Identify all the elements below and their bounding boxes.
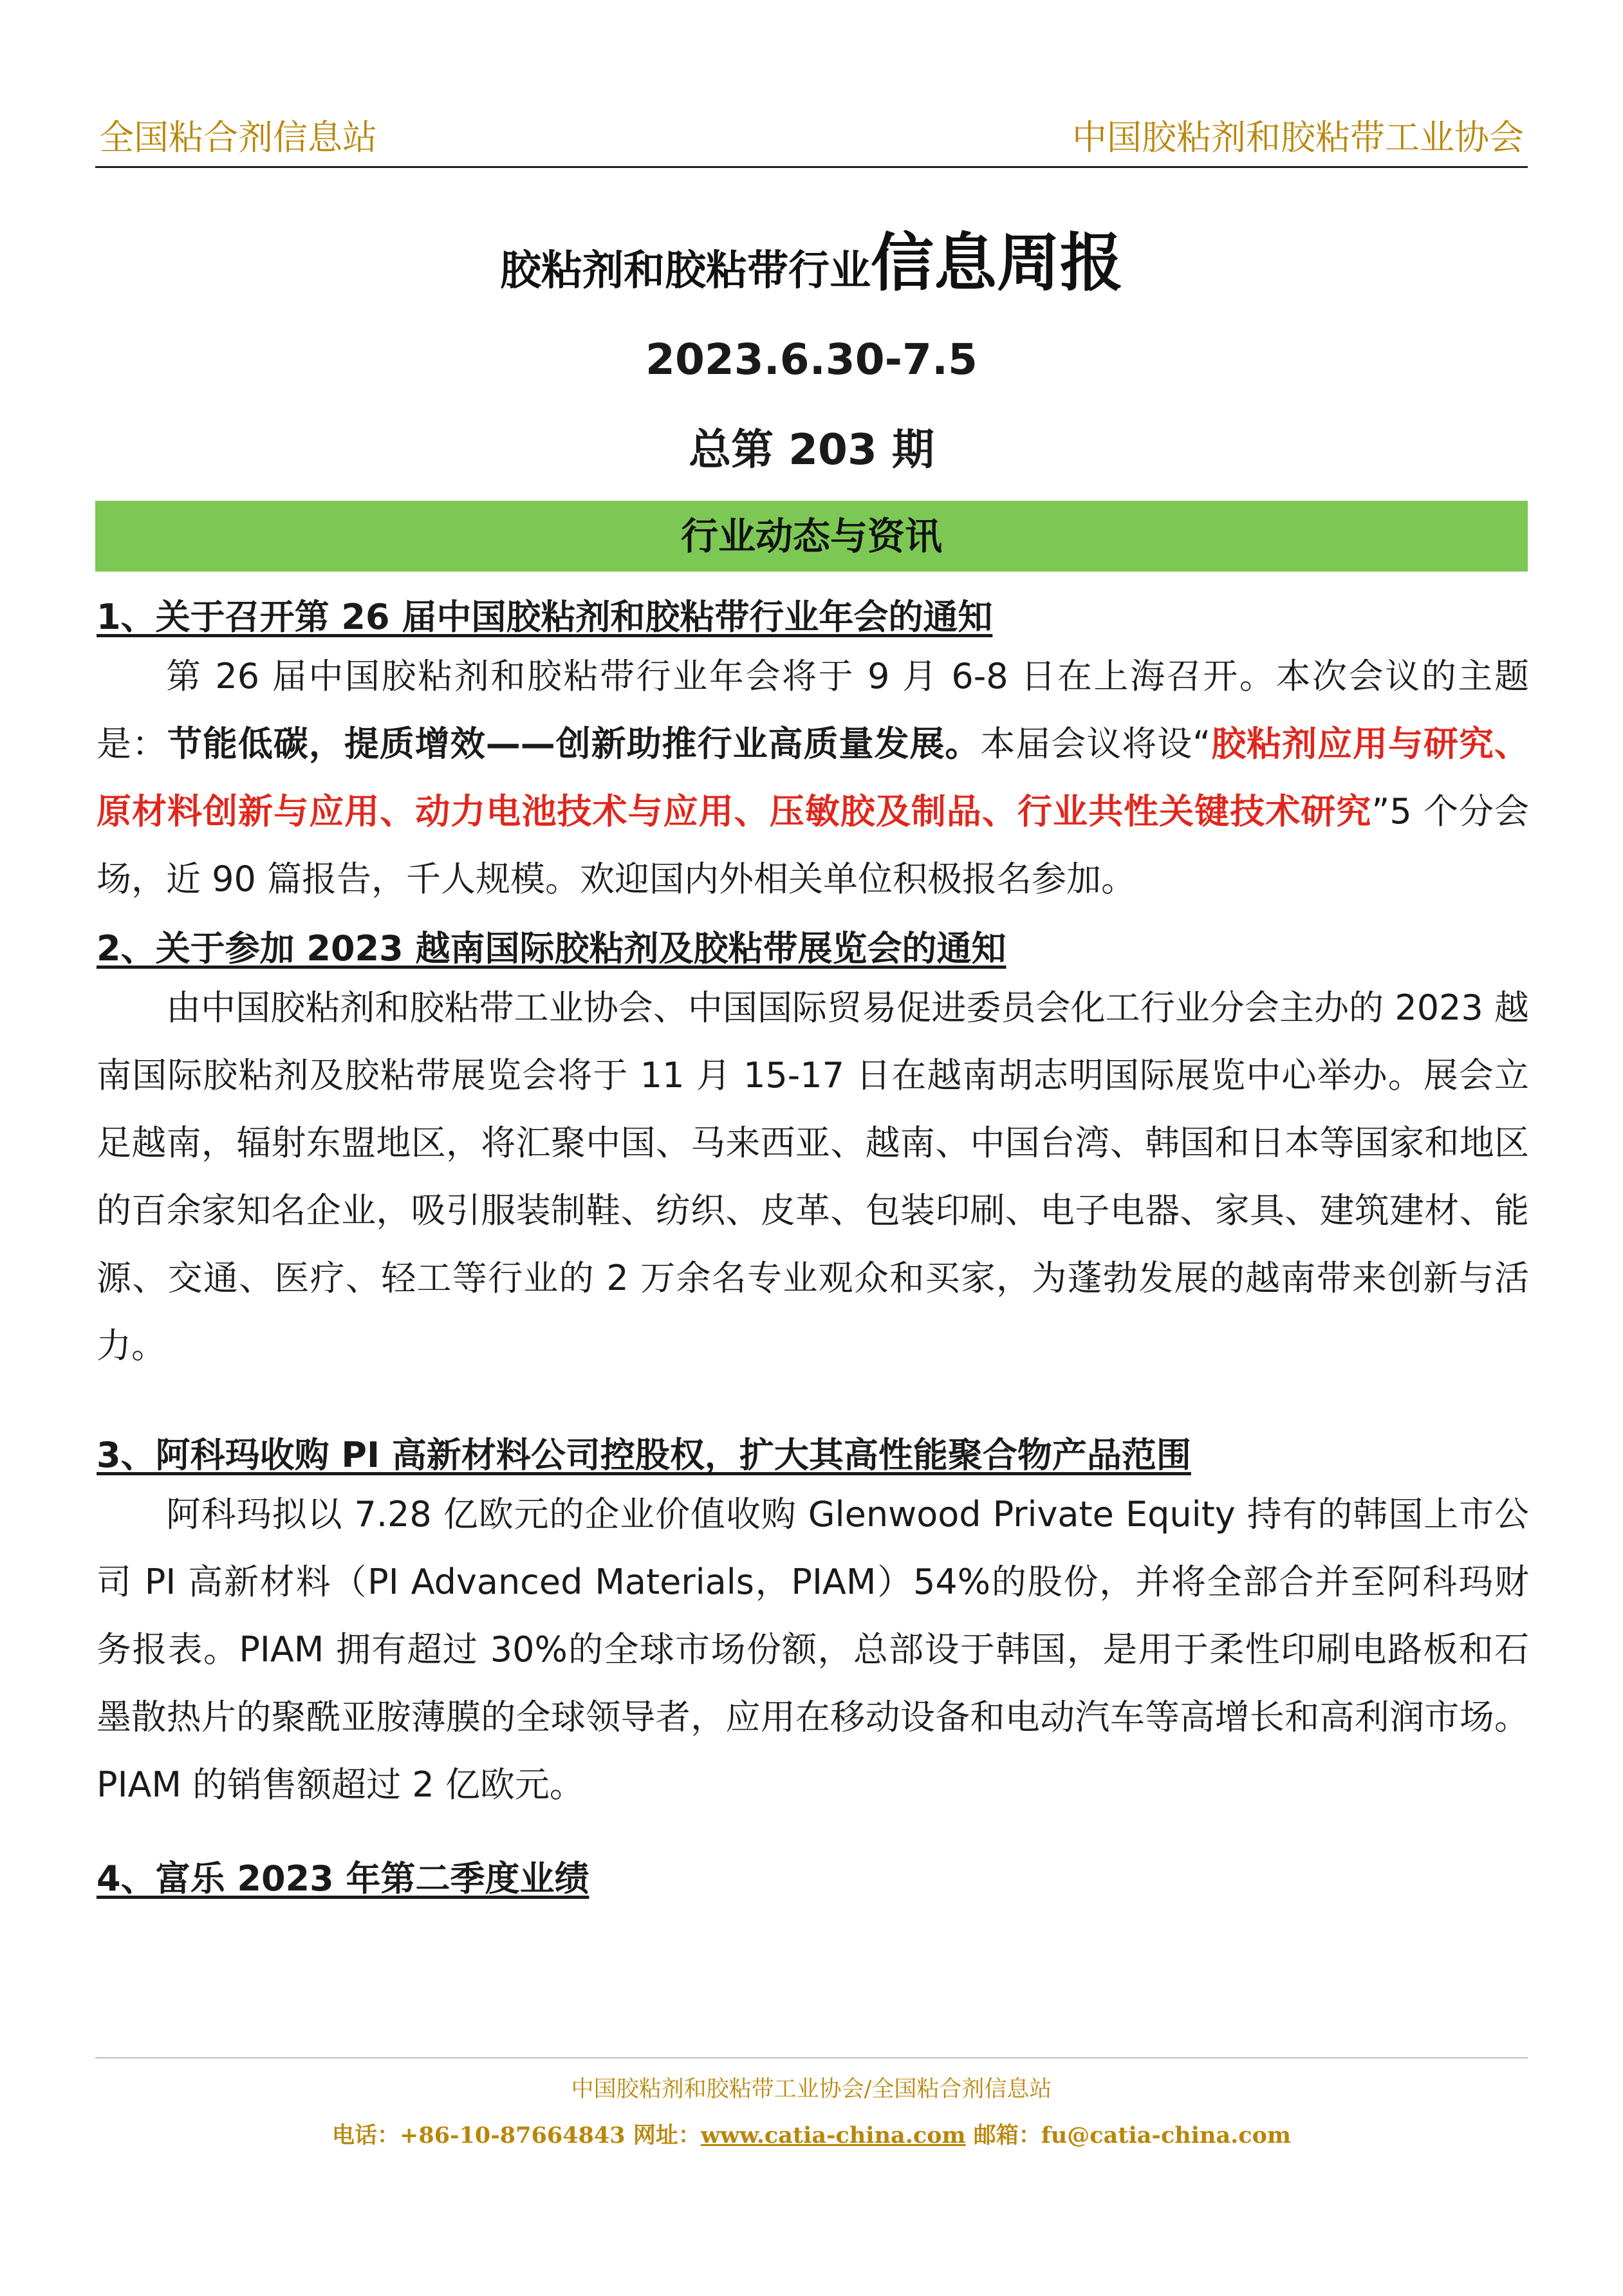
website-link[interactable]: www.catia-china.com [700, 2122, 966, 2149]
section-banner: 行业动态与资讯 [95, 501, 1528, 572]
article-3 [97, 1430, 1529, 1818]
footer-organization: 中国胶粘剂和胶粘带工业协会/全国粘合剂信息站 [571, 2077, 1052, 2102]
article-1 [97, 592, 1529, 913]
article-heading: 1、关于召开第 26 届中国胶粘剂和胶粘带行业年会的通知 [97, 597, 993, 637]
footer-contact [0, 2118, 1623, 2150]
article-body [97, 642, 1529, 913]
header-left-text: 全国粘合剂信息站 [99, 117, 377, 158]
phone-label: 电话： [332, 2122, 400, 2149]
page-title [95, 212, 1528, 303]
web-label: 网址： [625, 2122, 701, 2149]
meeting-theme: 节能低碳，提质增效——创新助推行业高质量发展。 [167, 723, 981, 764]
article-4 [97, 1854, 1529, 1904]
page-header [95, 115, 1528, 166]
article-body: 由中国胶粘剂和胶粘带工业协会、中国国际贸易促进委员会化工行业分会主办的 2023 越南国际胶粘剂及胶粘带展览会将于 11 月 15-17 日在越南胡志明国际展览中心举办。展会立足越南，辐射东盟地区，将汇聚中国、马来西亚、越南、中国台湾、韩国和日本等国家和地区的百余家知名企业，吸引服装制鞋、纺织、皮革、包装印刷、电子电器、家具、建筑建材、能源、交通、医疗、轻工等行业的 2 万余名专业观众和买家，为蓬勃发展的越南带来创新与活力。 [97, 987, 1529, 1366]
article-heading: 2、关于参加 2023 越南国际胶粘剂及胶粘带展览会的通知 [97, 928, 1006, 969]
footer-divider [95, 2057, 1528, 2058]
article-heading: 4、富乐 2023 年第二季度业绩 [97, 1858, 589, 1899]
title-main: 信息周报 [870, 227, 1123, 300]
article-text: 第 26 届中国胶粘剂和胶粘带行业年会将于 9 月 6-8 日在上海召开。本次会议的主题是： [97, 656, 1529, 764]
issue-date: 2023.6.30-7.5 [645, 335, 978, 384]
forum-list: 胶粘剂应用与研究、原材料创新与应用、动力电池技术与应用、压敏胶及制品、行业共性关键技术研究 [97, 723, 1530, 832]
title-prefix: 胶粘剂和胶粘带行业 [499, 247, 871, 295]
article-heading: 3、阿科玛收购 PI 高新材料公司控股权，扩大其高性能聚合物产品范围 [97, 1435, 1191, 1475]
issue-number: 总第 203 期 [689, 425, 934, 474]
article-body: 阿科玛拟以 7.28 亿欧元的企业价值收购 Glenwood Private Equity 持有的韩国上市公司 PI 高新材料（PI Advanced Materials，PIAM）54%的股份，并将全部合并至阿科玛财务报表。PIAM 拥有超过 30%的全球市场份额，总部设于韩国，是用于柔性印刷电路板和石墨散热片的聚酰亚胺薄膜的全球领导者，应用在移动设备和电动汽车等高增长和高利润市场。PIAM 的销售额超过 2 亿欧元。 [97, 1494, 1529, 1805]
phone-number: +86-10-87664843 [400, 2122, 626, 2149]
header-right-text: 中国胶粘剂和胶粘带工业协会 [1072, 117, 1524, 158]
article-text: ”5 个分会场，近 90 篇报告，千人规模。欢迎国内外相关单位积极报名参加。 [97, 791, 1530, 899]
article-text: 本届会议将设“ [980, 723, 1211, 764]
mail-label: 邮箱： [965, 2122, 1041, 2149]
article-2 [97, 924, 1529, 1379]
email-address: fu@catia-china.com [1041, 2122, 1291, 2149]
header-divider [95, 166, 1528, 168]
